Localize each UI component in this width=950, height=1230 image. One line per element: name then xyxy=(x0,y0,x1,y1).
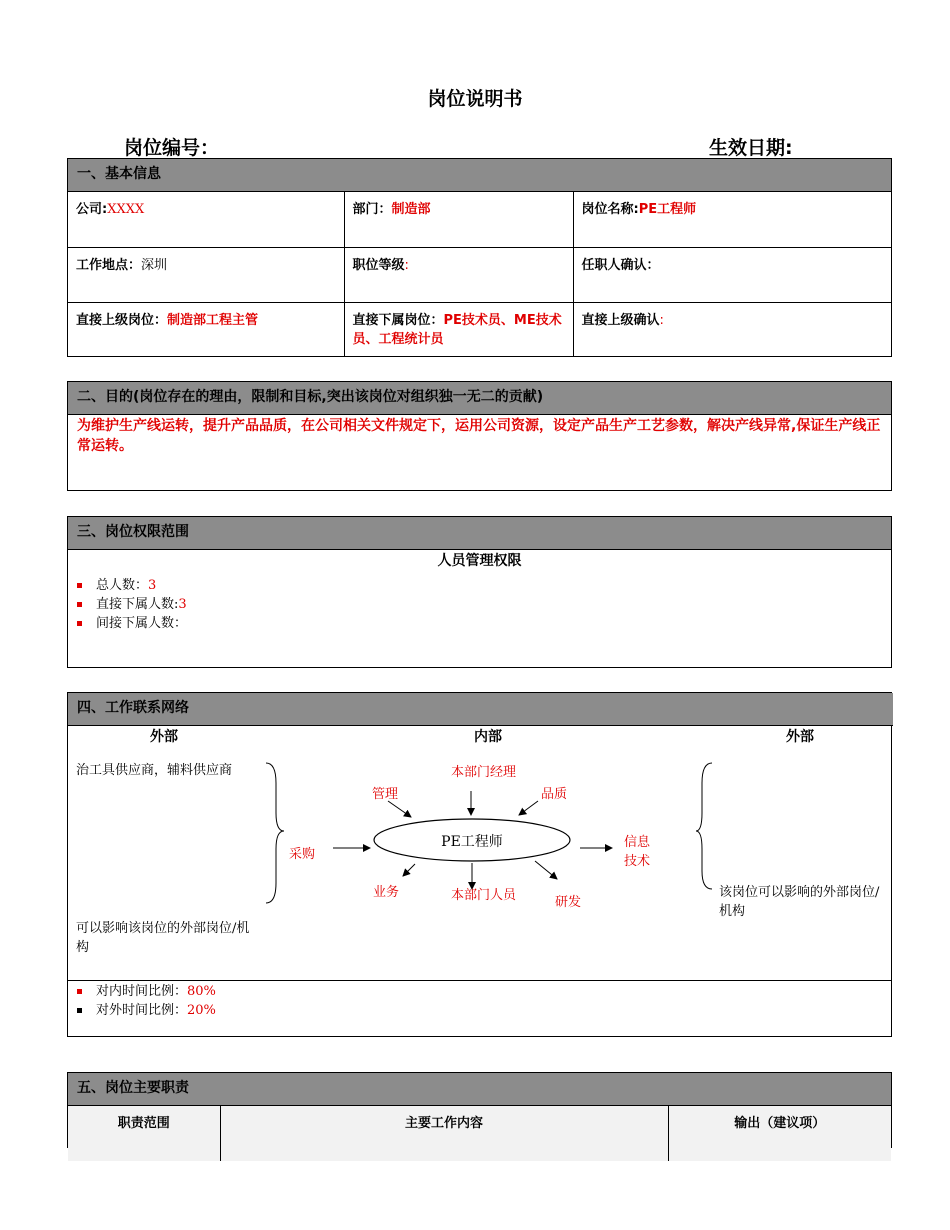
direct-subordinates-cell: 直接下属岗位：PE技术员、ME技术员、工程统计员 xyxy=(344,302,573,357)
position-name-cell: 岗位名称:PE工程师 xyxy=(573,192,891,247)
authority-list xyxy=(68,576,891,633)
list-item: 直接下属人数:3 xyxy=(68,595,891,614)
column-header: 主要工作内容 xyxy=(220,1106,668,1161)
duties-table-header xyxy=(68,1106,891,1161)
divider xyxy=(68,980,891,981)
external-suppliers-text: 治工具供应商，辅料供应商 xyxy=(76,763,233,778)
node-dept-manager: 本部门经理 xyxy=(451,765,517,780)
list-item: 对外时间比例：20% xyxy=(68,1001,216,1020)
arrow-from-management xyxy=(388,801,411,817)
section-header: 二、目的(岗位存在的理由，限制和目标,突出该岗位对组织独一无二的贡献) xyxy=(68,382,891,415)
contact-network-section xyxy=(67,692,892,1037)
work-location-value: 深圳 xyxy=(141,257,168,273)
node-dept-staff: 本部门人员 xyxy=(451,888,517,903)
arrow-to-rnd xyxy=(535,861,557,879)
company-cell: 公司:XXXX xyxy=(68,192,344,247)
list-item: 对内时间比例：80% xyxy=(68,982,216,1001)
position-name-value: PE工程师 xyxy=(638,202,697,217)
direct-superior-cell: 直接上级岗位：制造部工程主管 xyxy=(68,302,344,357)
node-it-line2: 技术 xyxy=(624,854,651,869)
external-left-heading: 外部 xyxy=(150,729,178,745)
section-header: 三、岗位权限范围 xyxy=(68,517,891,550)
section-header: 四、工作联系网络 xyxy=(68,693,893,726)
basic-info-section xyxy=(67,158,892,357)
section-header: 五、岗位主要职责 xyxy=(68,1073,891,1106)
department-cell: 部门：制造部 xyxy=(344,192,573,247)
node-rnd: 研发 xyxy=(555,895,582,910)
column-header: 输出（建议项） xyxy=(668,1106,891,1161)
work-location-cell: 工作地点：深圳 xyxy=(68,247,344,302)
main-duties-section xyxy=(67,1072,892,1148)
time-ratio-list xyxy=(68,982,216,1020)
list-item: 间接下属人数： xyxy=(68,614,891,633)
direct-subordinates-value: PE技术员、ME技术员、工程统计员 xyxy=(352,312,562,347)
right-brace xyxy=(696,763,712,889)
node-management: 管理 xyxy=(372,787,399,802)
node-quality: 品质 xyxy=(541,787,568,802)
basic-info-table xyxy=(68,192,891,357)
node-business: 业务 xyxy=(373,885,400,900)
authority-section xyxy=(67,516,892,668)
arrow-to-business xyxy=(403,864,415,876)
list-item: 总人数：3 xyxy=(68,576,891,595)
external-influence-out-text: 该岗位可以影响的外部岗位/机构 xyxy=(719,885,880,919)
external-influence-in-text: 可以影响该岗位的外部岗位/机构 xyxy=(76,921,250,955)
job-level-cell: 职位等级: xyxy=(344,247,573,302)
external-right-heading: 外部 xyxy=(786,729,814,745)
incumbent-confirm-cell: 任职人确认： xyxy=(573,247,891,302)
center-node: PE工程师 xyxy=(441,834,503,850)
node-it-line1: 信息 xyxy=(624,835,651,850)
personnel-authority-subheader: 人员管理权限 xyxy=(437,553,522,569)
column-header: 职责范围 xyxy=(68,1106,220,1161)
node-purchasing: 采购 xyxy=(289,847,316,862)
superior-confirm-cell: 直接上级确认: xyxy=(581,312,664,328)
direct-superior-value: 制造部工程主管 xyxy=(167,312,259,328)
effective-date-label: 生效日期: xyxy=(709,137,793,159)
internal-heading: 内部 xyxy=(474,729,502,745)
department-value: 制造部 xyxy=(391,202,431,217)
document-title: 岗位说明书 xyxy=(427,88,523,110)
purpose-text: 为维护生产线运转，提升产品品质，在公司相关文件规定下，运用公司资源，设定产品生产工艺参数，解决产线异常,保证生产线正常运转。 xyxy=(77,418,881,454)
company-value: XXXX xyxy=(107,202,145,217)
position-number-label: 岗位编号： xyxy=(124,137,220,159)
arrow-from-quality xyxy=(519,801,538,815)
purpose-section xyxy=(67,381,892,491)
left-brace xyxy=(266,763,284,903)
section-header: 一、基本信息 xyxy=(68,159,891,192)
